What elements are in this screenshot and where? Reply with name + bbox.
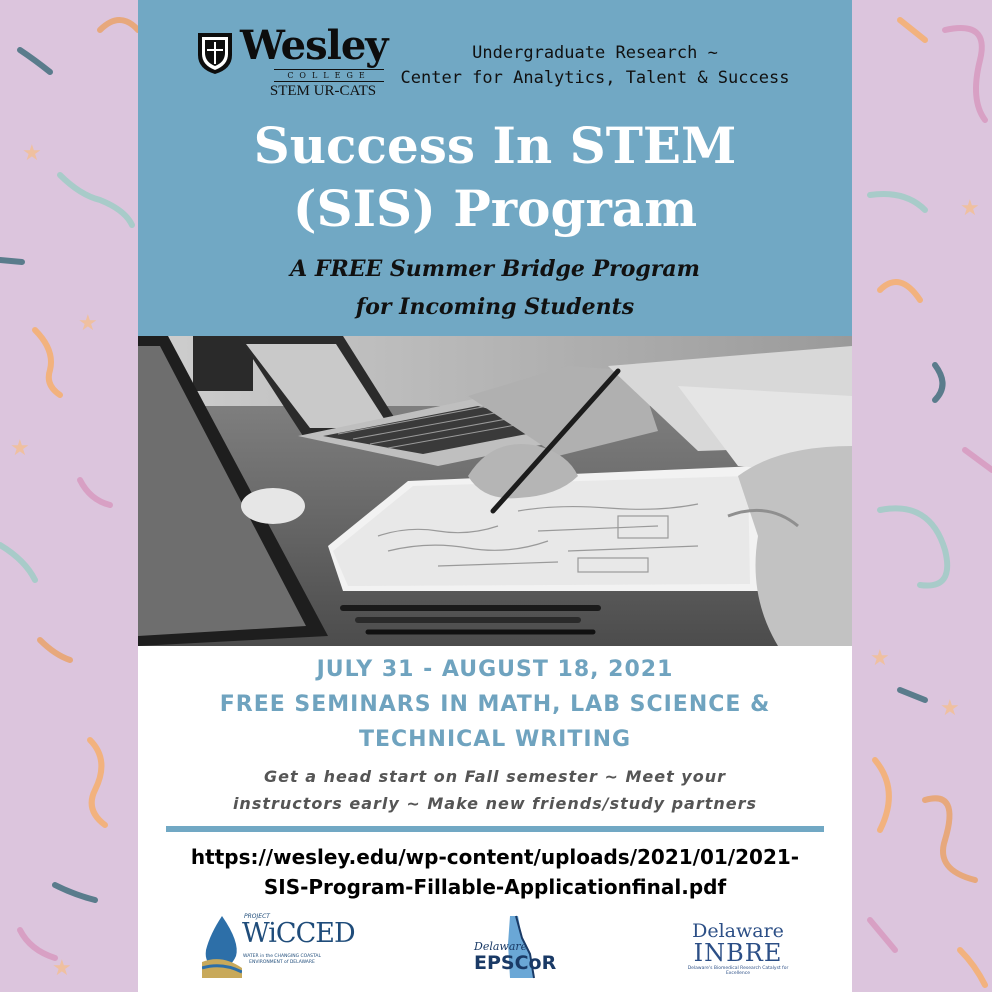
wicced-name: WiCCED [242,918,355,949]
urc-line-2: Center for Analytics, Talent & Success [400,68,790,88]
urc-line-1: Undergraduate Research ~ [472,43,718,63]
inbre-tagline: Delaware's Biomedical Research Catalyst for Excellence [687,966,789,976]
title-line-1: Success In STEM [253,116,737,175]
svg-text:★: ★ [78,311,98,336]
program-dates: JULY 31 - AUGUST 18, 2021 [316,657,674,682]
application-link[interactable] [138,842,852,902]
svg-text:★: ★ [960,196,980,221]
wicced-tagline: WATER in the CHANGING COASTAL ENVIRONMENT of DELAWARE [242,954,322,965]
application-link-line-2[interactable]: SIS-Program-Fillable-Applicationfinal.pdf [263,875,727,899]
logo-wordmark: Wesley [240,22,388,69]
svg-text:★: ★ [22,141,42,166]
study-photo-illustration [138,336,852,646]
seminars-line-2: TECHNICAL WRITING [358,727,632,752]
program-details [138,652,852,757]
title-line-2: (SIS) Program [292,179,698,238]
svg-text:★: ★ [870,646,890,671]
header-banner [138,0,852,336]
flyer-poster [138,0,852,992]
program-subtitle [138,250,852,326]
subtitle-line-1: A FREE Summer Bridge Program [290,256,700,282]
divider-rule [166,826,824,832]
logo-program: STEM UR-CATS [269,83,377,99]
urc-heading [386,41,804,91]
epscor-name: EPSCoR [474,952,557,974]
inbre-logo [684,918,792,974]
epscor-logo [470,914,570,982]
seminars-line-1: FREE SEMINARS IN MATH, LAB SCIENCE & [219,692,771,717]
wicced-small: PROJECT [244,913,270,920]
application-link-line-1[interactable]: https://wesley.edu/wp-content/uploads/2021/01/2021- [190,845,800,869]
svg-text:★: ★ [52,956,72,981]
crest-icon [196,31,234,75]
tagline-line-1: Get a head start on Fall semester ~ Meet your [264,767,726,786]
svg-text:★: ★ [940,696,960,721]
program-title [138,114,852,240]
tagline-line-2: instructors early ~ Make new friends/study partners [232,794,758,813]
svg-text:★: ★ [10,436,30,461]
epscor-state: Delaware [474,940,528,953]
inbre-name: INBRE [693,939,783,967]
inbre-state: Delaware [692,920,784,942]
subtitle-line-2: for Incoming Students [355,294,635,320]
wicced-logo [202,912,355,978]
logo-college: COLLEGE [274,69,384,82]
study-photo [138,336,852,646]
wesley-college-logo [196,22,388,104]
program-tagline [138,763,852,817]
water-drop-icon [202,912,242,978]
